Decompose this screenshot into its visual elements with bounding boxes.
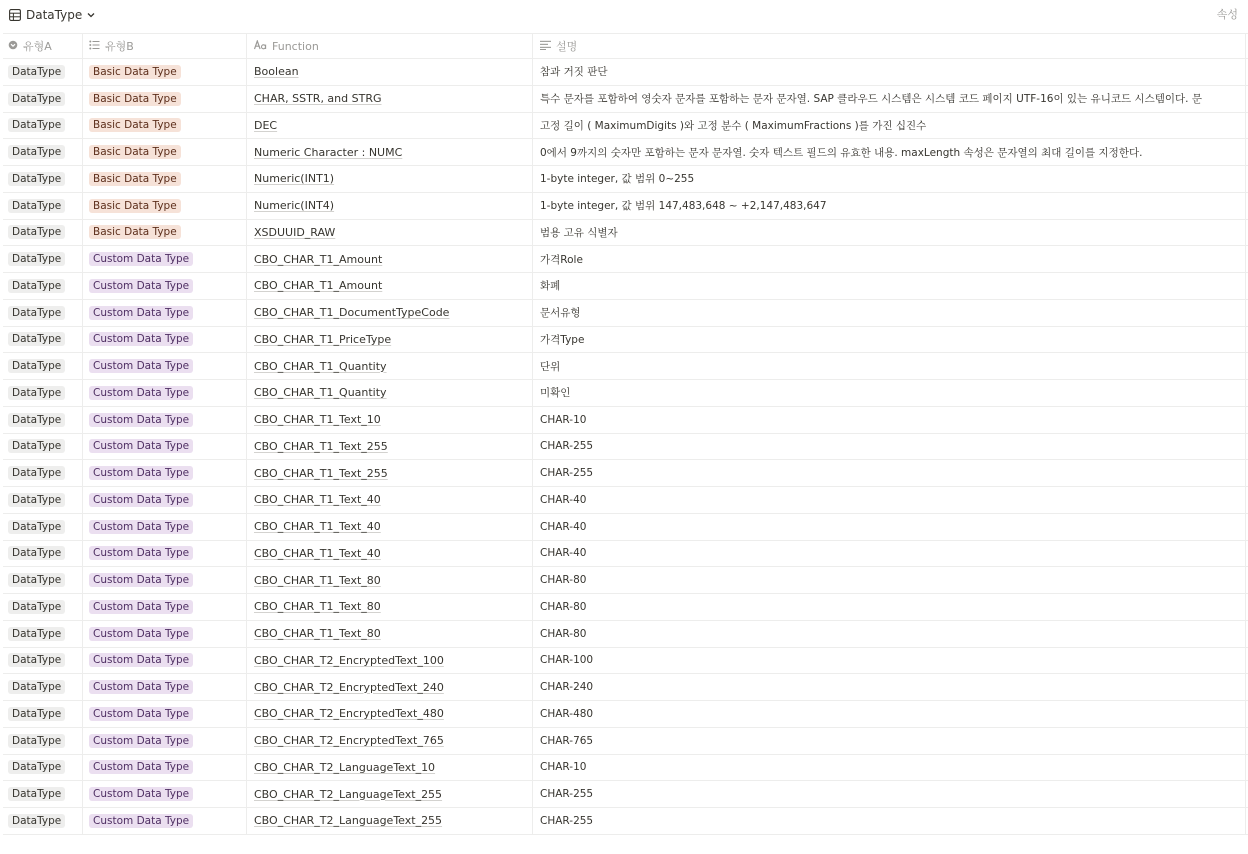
function-title-link[interactable]: DEC <box>254 118 278 132</box>
typeA-tag: DataType <box>8 627 65 641</box>
cell-typeB[interactable] <box>83 113 247 139</box>
table-header <box>3 33 1248 59</box>
cell-typeA[interactable] <box>3 728 83 754</box>
table-row[interactable] <box>3 273 1248 300</box>
description-text: CHAR-40 <box>540 520 587 533</box>
table-row[interactable] <box>3 220 1248 247</box>
description-text: CHAR-255 <box>540 788 594 801</box>
description-text: 고정 길이 ( MaximumDigits )와 고정 분수 ( MaximumFractions )를 가진 십진수 <box>540 119 927 132</box>
cell-typeB[interactable] <box>83 460 247 486</box>
cell-function[interactable] <box>247 541 533 567</box>
function-title-link[interactable]: CBO_CHAR_T1_Text_255 <box>254 466 388 480</box>
function-title-link[interactable]: CBO_CHAR_T1_Text_80 <box>254 627 381 641</box>
cell-description[interactable] <box>533 541 1246 567</box>
cell-typeB[interactable] <box>83 514 247 540</box>
table-row[interactable] <box>3 59 1248 86</box>
typeA-tag: DataType <box>8 653 65 667</box>
cell-typeA[interactable] <box>3 220 83 246</box>
typeB-tag: Custom Data Type <box>89 279 193 293</box>
table-row[interactable] <box>3 808 1248 835</box>
description-text: CHAR-10 <box>540 761 587 774</box>
cell-description[interactable] <box>533 755 1246 781</box>
cell-typeA[interactable] <box>3 621 83 647</box>
cell-typeA[interactable] <box>3 380 83 406</box>
typeA-tag: DataType <box>8 386 65 400</box>
cell-typeA[interactable] <box>3 193 83 219</box>
table-row[interactable] <box>3 353 1248 380</box>
table-row[interactable] <box>3 460 1248 487</box>
function-title-link[interactable]: CBO_CHAR_T1_Text_80 <box>254 600 381 614</box>
cell-description[interactable] <box>533 193 1246 219</box>
table-row[interactable] <box>3 193 1248 220</box>
cell-description[interactable] <box>533 701 1246 727</box>
table-row[interactable] <box>3 487 1248 514</box>
table-row[interactable] <box>3 755 1248 782</box>
typeA-tag: DataType <box>8 680 65 694</box>
cell-typeB[interactable] <box>83 541 247 567</box>
typeB-tag: Custom Data Type <box>89 306 193 320</box>
cell-description[interactable] <box>533 353 1246 379</box>
cell-typeB[interactable] <box>83 728 247 754</box>
chevron-down-icon <box>87 11 95 19</box>
function-title-link[interactable]: CBO_CHAR_T1_Text_10 <box>254 413 381 427</box>
cell-typeA[interactable] <box>3 86 83 112</box>
cell-function[interactable] <box>247 781 533 807</box>
table-row[interactable] <box>3 300 1248 327</box>
table-row[interactable] <box>3 327 1248 354</box>
cell-typeB[interactable] <box>83 808 247 834</box>
multiselect-icon <box>89 40 100 53</box>
properties-button[interactable]: 속성 <box>1216 8 1238 21</box>
cell-description[interactable] <box>533 460 1246 486</box>
description-text: CHAR-255 <box>540 467 594 480</box>
description-text: CHAR-80 <box>540 600 587 613</box>
cell-function[interactable] <box>247 300 533 326</box>
description-text: 참과 거짓 판단 <box>540 66 608 79</box>
cell-function[interactable] <box>247 380 533 406</box>
typeA-tag: DataType <box>8 92 65 106</box>
table-icon <box>9 9 21 21</box>
cell-typeA[interactable] <box>3 808 83 834</box>
function-title-link[interactable]: CBO_CHAR_T2_LanguageText_255 <box>254 814 443 828</box>
cell-function[interactable] <box>247 648 533 674</box>
typeA-tag: DataType <box>8 145 65 159</box>
cell-description[interactable] <box>533 166 1246 192</box>
function-title-link[interactable]: CBO_CHAR_T1_DocumentTypeCode <box>254 306 450 320</box>
table-row[interactable] <box>3 621 1248 648</box>
cell-function[interactable] <box>247 755 533 781</box>
cell-description[interactable] <box>533 139 1246 165</box>
description-text: CHAR-255 <box>540 440 594 453</box>
cell-function[interactable] <box>247 567 533 593</box>
cell-description[interactable] <box>533 567 1246 593</box>
cell-typeB[interactable] <box>83 701 247 727</box>
cell-description[interactable] <box>533 220 1246 246</box>
table-row[interactable] <box>3 434 1248 461</box>
cell-typeB[interactable] <box>83 86 247 112</box>
cell-typeA[interactable] <box>3 514 83 540</box>
function-title-link[interactable]: CBO_CHAR_T1_Text_255 <box>254 439 388 453</box>
typeB-tag: Basic Data Type <box>89 65 181 79</box>
cell-description[interactable] <box>533 808 1246 834</box>
description-text: 범용 고유 식별자 <box>540 226 618 239</box>
cell-function[interactable] <box>247 327 533 353</box>
cell-typeB[interactable] <box>83 755 247 781</box>
typeB-tag: Custom Data Type <box>89 359 193 373</box>
function-title-link[interactable]: CBO_CHAR_T2_EncryptedText_240 <box>254 680 444 694</box>
typeA-tag: DataType <box>8 306 65 320</box>
description-text: 특수 문자를 포함하여 영숫자 문자를 포함하는 문자 문자열. SAP 클라우드 시스템은 시스템 코드 페이지 UTF-16이 있는 유니코드 시스템이다. 문 <box>540 93 1202 106</box>
cell-description[interactable] <box>533 113 1246 139</box>
typeA-tag: DataType <box>8 225 65 239</box>
cell-typeB[interactable] <box>83 166 247 192</box>
typeB-tag: Custom Data Type <box>89 653 193 667</box>
typeA-tag: DataType <box>8 118 65 132</box>
description-text: CHAR-40 <box>540 547 587 560</box>
function-title-link[interactable]: CBO_CHAR_T2_EncryptedText_765 <box>254 734 444 748</box>
description-text: CHAR-40 <box>540 493 587 506</box>
description-text: CHAR-10 <box>540 413 587 426</box>
select-icon <box>8 40 18 53</box>
description-text: 가격Role <box>540 253 583 266</box>
typeB-tag: Custom Data Type <box>89 573 193 587</box>
cell-function[interactable] <box>247 434 533 460</box>
cell-typeB[interactable] <box>83 327 247 353</box>
typeB-tag: Custom Data Type <box>89 466 193 480</box>
function-title-link[interactable]: XSDUUID_RAW <box>254 225 336 239</box>
cell-function[interactable] <box>247 59 533 85</box>
cell-typeA[interactable] <box>3 648 83 674</box>
function-title-link[interactable]: CBO_CHAR_T1_Quantity <box>254 359 387 373</box>
cell-typeA[interactable] <box>3 273 83 299</box>
cell-function[interactable] <box>247 701 533 727</box>
typeA-tag: DataType <box>8 493 65 507</box>
cell-typeB[interactable] <box>83 139 247 165</box>
cell-description[interactable] <box>533 300 1246 326</box>
typeB-tag: Custom Data Type <box>89 814 193 828</box>
description-text: CHAR-240 <box>540 681 594 694</box>
function-title-link[interactable]: CBO_CHAR_T2_EncryptedText_480 <box>254 707 444 721</box>
typeB-tag: Custom Data Type <box>89 386 193 400</box>
column-header-function[interactable] <box>247 34 533 58</box>
cell-function[interactable] <box>247 86 533 112</box>
cell-typeA[interactable] <box>3 166 83 192</box>
typeB-tag: Custom Data Type <box>89 413 193 427</box>
typeB-tag: Custom Data Type <box>89 600 193 614</box>
cell-description[interactable] <box>533 621 1246 647</box>
table-body <box>3 59 1248 854</box>
typeA-tag: DataType <box>8 787 65 801</box>
cell-typeB[interactable] <box>83 407 247 433</box>
typeA-tag: DataType <box>8 359 65 373</box>
cell-description[interactable] <box>533 407 1246 433</box>
function-title-link[interactable]: CBO_CHAR_T2_EncryptedText_100 <box>254 653 444 667</box>
typeA-tag: DataType <box>8 600 65 614</box>
typeA-tag: DataType <box>8 546 65 560</box>
cell-typeA[interactable] <box>3 246 83 272</box>
typeB-tag: Custom Data Type <box>89 546 193 560</box>
cell-function[interactable] <box>247 808 533 834</box>
typeA-tag: DataType <box>8 413 65 427</box>
description-text: CHAR-80 <box>540 574 587 587</box>
typeB-tag: Custom Data Type <box>89 332 193 346</box>
database-table <box>3 33 1248 854</box>
cell-typeB[interactable] <box>83 246 247 272</box>
cell-typeA[interactable] <box>3 460 83 486</box>
cell-typeA[interactable] <box>3 407 83 433</box>
cell-typeA[interactable] <box>3 434 83 460</box>
description-text: 1-byte integer, 값 범위 0~255 <box>540 173 695 186</box>
typeB-tag: Custom Data Type <box>89 707 193 721</box>
typeB-tag: Basic Data Type <box>89 172 181 186</box>
typeA-tag: DataType <box>8 279 65 293</box>
view-toolbar <box>0 0 1248 32</box>
typeB-tag: Basic Data Type <box>89 225 181 239</box>
typeA-tag: DataType <box>8 760 65 774</box>
cell-typeA[interactable] <box>3 701 83 727</box>
table-row[interactable] <box>3 246 1248 273</box>
cell-function[interactable] <box>247 594 533 620</box>
function-title-link[interactable]: CBO_CHAR_T2_LanguageText_10 <box>254 760 436 774</box>
cell-typeB[interactable] <box>83 220 247 246</box>
cell-function[interactable] <box>247 460 533 486</box>
cell-description[interactable] <box>533 514 1246 540</box>
cell-typeA[interactable] <box>3 59 83 85</box>
cell-typeB[interactable] <box>83 193 247 219</box>
cell-typeB[interactable] <box>83 567 247 593</box>
function-title-link[interactable]: CBO_CHAR_T1_PriceType <box>254 332 392 346</box>
description-text: CHAR-255 <box>540 814 594 827</box>
typeB-tag: Basic Data Type <box>89 199 181 213</box>
cell-typeB[interactable] <box>83 648 247 674</box>
cell-description[interactable] <box>533 380 1246 406</box>
column-header-description[interactable] <box>533 34 1246 58</box>
cell-typeB[interactable] <box>83 781 247 807</box>
cell-typeA[interactable] <box>3 755 83 781</box>
cell-typeB[interactable] <box>83 380 247 406</box>
cell-typeA[interactable] <box>3 113 83 139</box>
cell-function[interactable] <box>247 353 533 379</box>
function-title-link[interactable]: Numeric Character : NUMC <box>254 145 403 159</box>
cell-typeA[interactable] <box>3 300 83 326</box>
view-selector[interactable] <box>4 4 100 26</box>
description-text: 화폐 <box>540 280 561 293</box>
table-row[interactable] <box>3 648 1248 675</box>
description-text: CHAR-100 <box>540 654 594 667</box>
typeB-tag: Custom Data Type <box>89 787 193 801</box>
cell-description[interactable] <box>533 273 1246 299</box>
table-row[interactable] <box>3 567 1248 594</box>
typeB-tag: Basic Data Type <box>89 145 181 159</box>
table-row[interactable] <box>3 541 1248 568</box>
typeA-tag: DataType <box>8 65 65 79</box>
function-title-link[interactable]: CBO_CHAR_T1_Text_80 <box>254 573 381 587</box>
cell-typeB[interactable] <box>83 621 247 647</box>
description-text: CHAR-765 <box>540 734 594 747</box>
description-text: CHAR-80 <box>540 627 587 640</box>
function-title-link[interactable]: CBO_CHAR_T1_Amount <box>254 279 383 293</box>
typeB-tag: Custom Data Type <box>89 760 193 774</box>
function-title-link[interactable]: CBO_CHAR_T2_LanguageText_255 <box>254 787 443 801</box>
cell-description[interactable] <box>533 674 1246 700</box>
cell-function[interactable] <box>247 487 533 513</box>
typeB-tag: Custom Data Type <box>89 734 193 748</box>
typeB-tag: Custom Data Type <box>89 520 193 534</box>
cell-typeA[interactable] <box>3 594 83 620</box>
cell-typeA[interactable] <box>3 327 83 353</box>
typeA-tag: DataType <box>8 332 65 346</box>
typeA-tag: DataType <box>8 520 65 534</box>
cell-typeB[interactable] <box>83 273 247 299</box>
table-row[interactable] <box>3 701 1248 728</box>
cell-typeA[interactable] <box>3 567 83 593</box>
typeA-tag: DataType <box>8 573 65 587</box>
table-row[interactable] <box>3 380 1248 407</box>
function-title-link[interactable]: CBO_CHAR_T1_Text_40 <box>254 546 381 560</box>
description-text: 미확인 <box>540 387 571 400</box>
text-lines-icon <box>540 40 551 53</box>
table-row[interactable] <box>3 674 1248 701</box>
table-row[interactable] <box>3 594 1248 621</box>
cell-description[interactable] <box>533 487 1246 513</box>
function-title-link[interactable]: CBO_CHAR_T1_Amount <box>254 252 383 266</box>
cell-typeA[interactable] <box>3 139 83 165</box>
cell-typeA[interactable] <box>3 674 83 700</box>
cell-function[interactable] <box>247 514 533 540</box>
cell-description[interactable] <box>533 781 1246 807</box>
typeA-tag: DataType <box>8 466 65 480</box>
cell-description[interactable] <box>533 728 1246 754</box>
column-header-typeB[interactable] <box>83 34 247 58</box>
table-row[interactable] <box>3 728 1248 755</box>
cell-typeB[interactable] <box>83 300 247 326</box>
typeA-tag: DataType <box>8 707 65 721</box>
cell-typeB[interactable] <box>83 674 247 700</box>
cell-function[interactable] <box>247 246 533 272</box>
cell-typeA[interactable] <box>3 541 83 567</box>
typeA-tag: DataType <box>8 252 65 266</box>
table-row[interactable] <box>3 139 1248 166</box>
cell-description[interactable] <box>533 594 1246 620</box>
function-title-link[interactable]: Boolean <box>254 65 299 79</box>
cell-function[interactable] <box>247 193 533 219</box>
description-text: 단위 <box>540 360 561 373</box>
cell-function[interactable] <box>247 674 533 700</box>
typeA-tag: DataType <box>8 734 65 748</box>
function-title-link[interactable]: Numeric(INT4) <box>254 199 335 213</box>
table-row[interactable] <box>3 113 1248 140</box>
cell-typeB[interactable] <box>83 434 247 460</box>
column-header-label: Function <box>272 39 319 53</box>
table-row[interactable] <box>3 407 1248 434</box>
cell-function[interactable] <box>247 273 533 299</box>
cell-typeB[interactable] <box>83 594 247 620</box>
cell-typeA[interactable] <box>3 353 83 379</box>
column-header-typeA[interactable] <box>3 34 83 58</box>
typeB-tag: Basic Data Type <box>89 118 181 132</box>
typeB-tag: Basic Data Type <box>89 92 181 106</box>
table-row[interactable] <box>3 86 1248 113</box>
typeA-tag: DataType <box>8 439 65 453</box>
cell-typeB[interactable] <box>83 353 247 379</box>
cell-function[interactable] <box>247 621 533 647</box>
typeA-tag: DataType <box>8 172 65 186</box>
cell-typeA[interactable] <box>3 781 83 807</box>
function-title-link[interactable]: CHAR, SSTR, and STRG <box>254 92 382 106</box>
description-text: 문서유형 <box>540 307 581 320</box>
cell-function[interactable] <box>247 220 533 246</box>
table-row[interactable] <box>3 514 1248 541</box>
column-header-label: 설명 <box>556 40 578 53</box>
view-title: DataType <box>26 8 83 22</box>
description-text: 0에서 9까지의 숫자만 포함하는 문자 문자열. 숫자 텍스트 필드의 유효한 내용. maxLength 속성은 문자열의 최대 길이를 지정한다. <box>540 146 1143 159</box>
function-title-link[interactable]: CBO_CHAR_T1_Text_40 <box>254 520 381 534</box>
function-title-link[interactable]: CBO_CHAR_T1_Quantity <box>254 386 387 400</box>
typeB-tag: Custom Data Type <box>89 493 193 507</box>
typeA-tag: DataType <box>8 814 65 828</box>
cell-description[interactable] <box>533 86 1246 112</box>
description-text: 가격Type <box>540 333 585 346</box>
typeB-tag: Custom Data Type <box>89 627 193 641</box>
cell-description[interactable] <box>533 59 1246 85</box>
description-text: CHAR-480 <box>540 707 594 720</box>
function-title-link[interactable]: Numeric(INT1) <box>254 172 335 186</box>
title-text-icon <box>254 40 267 53</box>
cell-description[interactable] <box>533 246 1246 272</box>
cell-typeB[interactable] <box>83 59 247 85</box>
cell-function[interactable] <box>247 139 533 165</box>
cell-function[interactable] <box>247 728 533 754</box>
cell-description[interactable] <box>533 327 1246 353</box>
cell-description[interactable] <box>533 648 1246 674</box>
typeB-tag: Custom Data Type <box>89 439 193 453</box>
typeB-tag: Custom Data Type <box>89 252 193 266</box>
cell-function[interactable] <box>247 113 533 139</box>
column-header-label: 유형B <box>105 40 134 53</box>
cell-function[interactable] <box>247 407 533 433</box>
table-row[interactable] <box>3 166 1248 193</box>
column-header-label: 유형A <box>23 40 52 53</box>
function-title-link[interactable]: CBO_CHAR_T1_Text_40 <box>254 493 381 507</box>
description-text: 1-byte integer, 값 범위 147,483,648 ~ +2,147,483,647 <box>540 200 827 213</box>
cell-function[interactable] <box>247 166 533 192</box>
table-row[interactable] <box>3 781 1248 808</box>
cell-description[interactable] <box>533 434 1246 460</box>
cell-typeA[interactable] <box>3 487 83 513</box>
typeA-tag: DataType <box>8 199 65 213</box>
cell-typeB[interactable] <box>83 487 247 513</box>
typeB-tag: Custom Data Type <box>89 680 193 694</box>
